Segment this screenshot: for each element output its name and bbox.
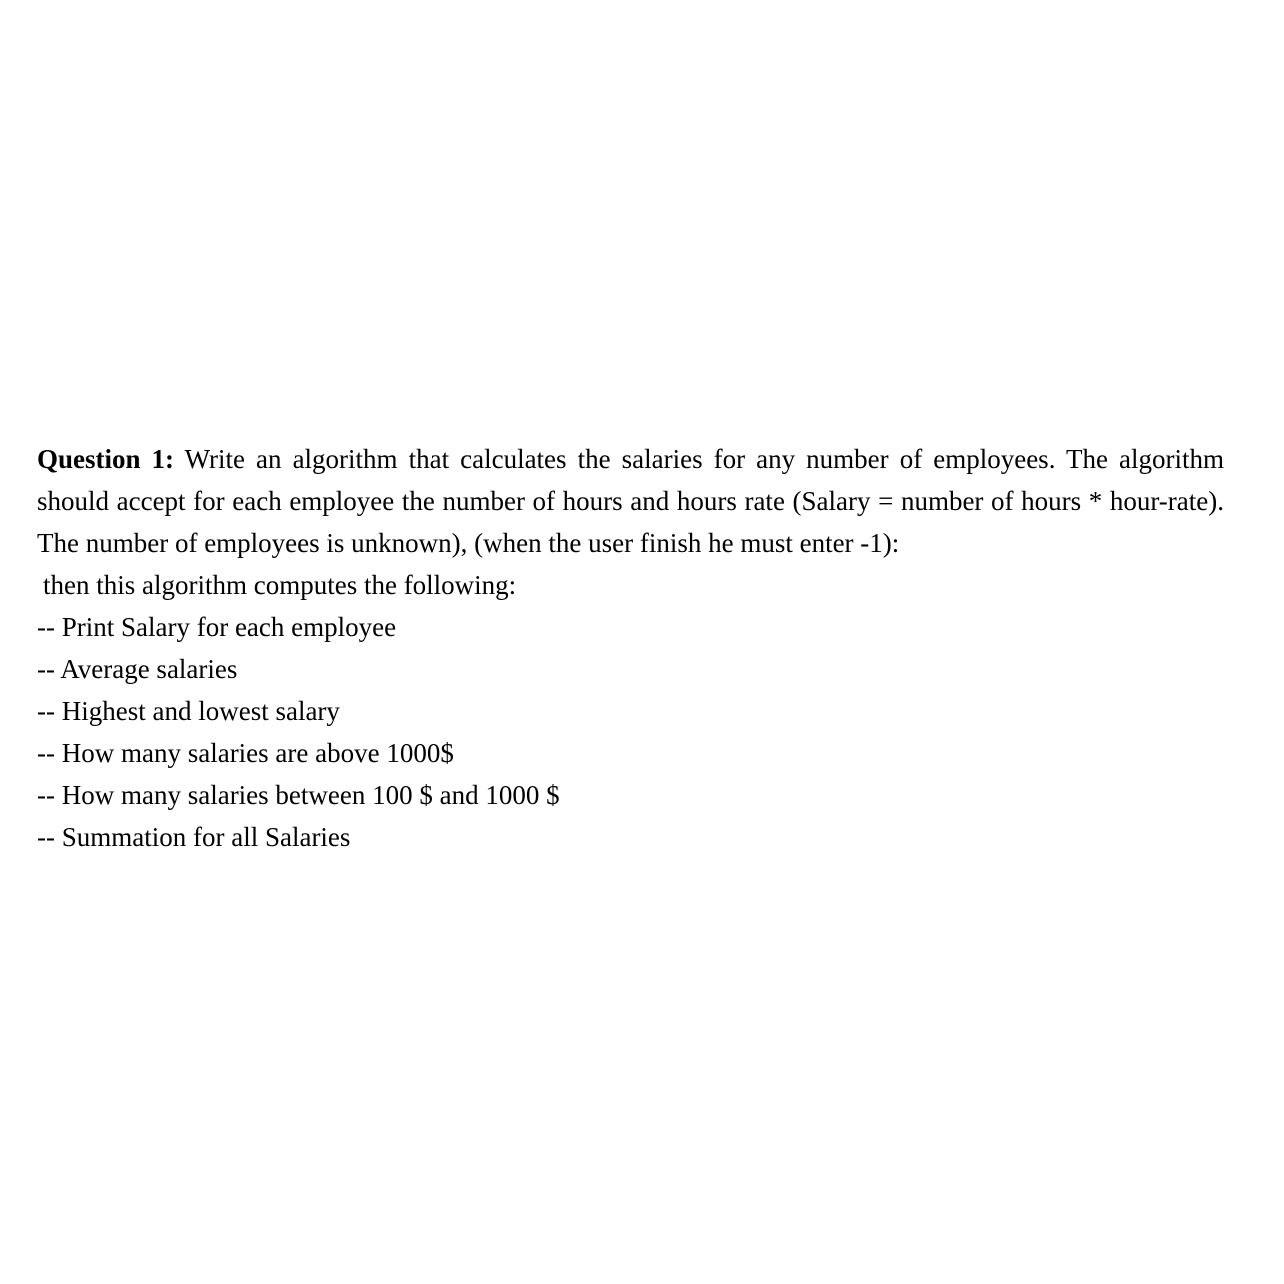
question-paragraph	[37, 438, 1224, 564]
list-item: -- Print Salary for each employee	[37, 612, 397, 642]
list-item: -- How many salaries are above 1000$	[37, 738, 454, 768]
question-intro: then this algorithm computes the following:	[43, 570, 517, 600]
list-item: -- How many salaries between 100 $ and 1000 $	[37, 780, 560, 810]
list-item: -- Summation for all Salaries	[37, 822, 351, 852]
question-body: Write an algorithm that calculates the salaries for any number of employees. The algorithm should accept for each employee the number of hours and hours rate (Salary = number of hours * hour-rate). The number of employees is unknown), (when the user finish he must enter -1):	[37, 444, 1224, 558]
list-item: -- Average salaries	[37, 654, 238, 684]
question-block	[37, 438, 1224, 858]
question-label: Question 1:	[37, 444, 175, 474]
list-item: -- Highest and lowest salary	[37, 696, 340, 726]
